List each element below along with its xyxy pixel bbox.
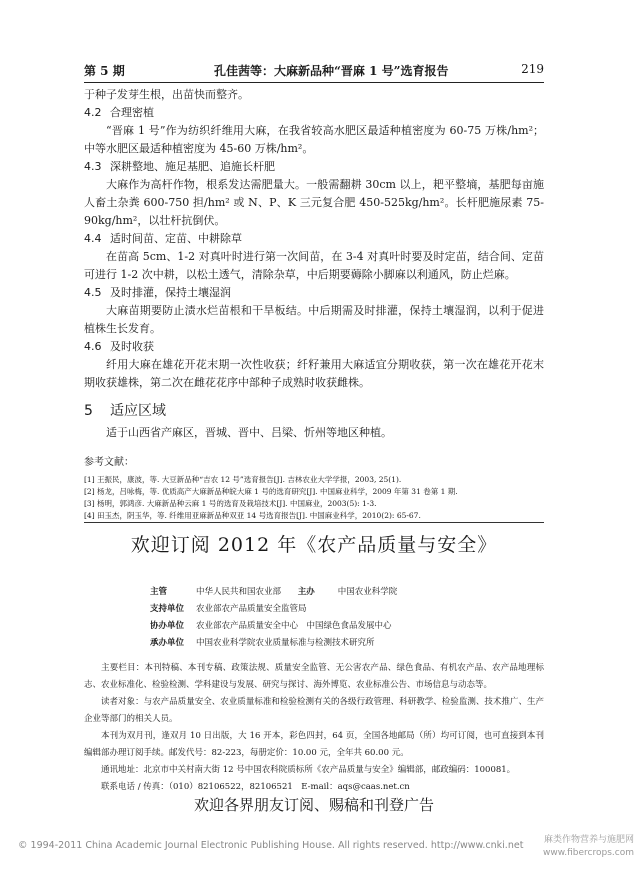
watermark-url: www.fibercrops.com [543, 848, 634, 858]
section-title: 适时间苗、定苗、中耕除草 [110, 232, 242, 245]
section-paragraph-4-3: 大麻作为高杆作物，根系发达需肥量大。一般需翻耕 30cm 以上，耙平整墒，基肥每亩施人畜土杂粪 600-750 担/hm² 或 N、P、K 三元复合肥 450-525kg/hm²。长杆肥施尿素 75-90kg/hm²，以壮杆抗倒伏。 [84, 178, 544, 227]
section-number: 4.6 [84, 340, 102, 353]
advert-divider [84, 522, 544, 523]
section-heading-4-6 [84, 338, 544, 356]
reference-item: [1] 王振民，康波，等. 大豆新品种“吉农 12 号”选育报告[J]. 吉林农业大学学报，2003, 25(1). [84, 475, 402, 484]
section-number: 4.5 [84, 286, 102, 299]
columns-paragraph: 主要栏目：本刊特稿、本刊专稿、政策法规、质量安全监管、无公害农产品、绿色食品、有机农产品、农产品地理标志、农业标准化、检验检测、学科建设与发展、研究与探讨、海外博览、农业标准公告、市场信息与动态等。 [84, 663, 544, 690]
section-number: 5 [84, 403, 93, 419]
contact-paragraph: 联系电话 / 传真：（010）82106522，82106521 E-mail：aqs@caas.net.cn [101, 782, 410, 792]
section-heading-4-5 [84, 284, 544, 302]
xieban-value: 农业部农产品质量安全中心 中国绿色食品发展中心 [196, 621, 392, 631]
reference-item: [2] 杨龙，吕咏梅，等. 优质高产大麻新品种皖大麻 1 号的选育研究[J]. 中国麻业科学，2009 年第 31 卷第 1 期. [84, 487, 458, 496]
section-paragraph-4-6: 纤用大麻在雄花开花末期一次性收获；纤籽兼用大麻适宜分期收获，第一次在雄花开花末期收获雄株，第二次在雌花花序中部种子成熟时收获雌株。 [84, 358, 544, 389]
advert-title: 欢迎订阅 2012 年《农产品质量与安全》 [130, 534, 498, 556]
coorganizer-row [150, 618, 530, 635]
zhuguan-label: 主管 [150, 587, 168, 597]
readers-paragraph: 读者对象：与农产品质量安全、农业质量标准和检验检测有关的各级行政管理、科研教学、检验监测、技术推广、生产企业等部门的相关人员。 [84, 697, 544, 724]
chengban-value: 中国农业科学院农业质量标准与检测技术研究所 [196, 638, 375, 648]
section-number: 4.4 [84, 232, 102, 245]
section-title: 深耕整地、施足基肥、追施长杆肥 [110, 160, 275, 173]
section-paragraph-5: 适于山西省产麻区，晋城、晋中、吕梁、忻州等地区种植。 [106, 426, 392, 439]
reference-item: [3] 杨明，郭鸿彦. 大麻新品种云麻 1 号的选育及栽培技术[J]. 中国麻业，2003(5): 1-3. [84, 499, 377, 508]
section-number: 4.2 [84, 106, 102, 119]
section-paragraph-4-5: 大麻苗期要防止渍水烂苗根和干旱板结。中后期需及时排灌，保持土壤湿润，以利于促进植株生长发育。 [84, 304, 544, 335]
header-rule [84, 82, 544, 83]
section-title: 适应区域 [110, 403, 166, 419]
reference-item: [4] 田玉杰，阴玉华，等. 纤维用亚麻新品种双亚 14 号选育报告[J]. 中国麻业科学，2010(2): 65-67. [84, 511, 421, 520]
issue-number: 第 5 期 [84, 64, 125, 78]
undertaker-row [150, 635, 530, 652]
watermark-name: 麻类作物营养与施肥网 [543, 835, 634, 845]
zhuban-label: 主办 [297, 587, 315, 597]
zhichi-value: 农业部农产品质量安全监管局 [196, 604, 307, 614]
references-title: 参考文献： [84, 457, 134, 468]
sponsor-row [150, 584, 530, 601]
advert-banner: 欢迎各界朋友订阅、赐稿和刊登广告 [193, 796, 434, 814]
zhichi-label: 支持单位 [150, 604, 185, 614]
xieban-label: 协办单位 [150, 621, 185, 631]
chengban-label: 承办单位 [150, 638, 185, 648]
section-title: 及时收获 [110, 340, 154, 353]
section-paragraph-4-2: “晋麻 1 号”作为纺织纤维用大麻，在我省较高水肥区最适种植密度为 60-75 万株/hm²；中等水肥区最适种植密度为 45-60 万株/hm²。 [84, 124, 544, 155]
support-row [150, 601, 530, 618]
intro-line: 于种子发芽生根，出苗快而整齐。 [84, 88, 249, 101]
section-title: 合理密植 [110, 106, 154, 119]
section-heading-4-3 [84, 158, 544, 176]
section-paragraph-4-4: 在苗高 5cm、1-2 对真叶时进行第一次间苗，在 3-4 对真叶时要及时定苗，结合间、定苗可进行 1-2 次中耕，以松土透气，清除杂草，中后期要薅除小脚麻以利通风，防止烂麻。 [84, 250, 544, 281]
copyright-line [18, 840, 524, 851]
advert-publisher-info [150, 584, 530, 652]
section-heading-4-2 [84, 104, 544, 122]
running-title: 孔佳茜等：大麻新品种“晋麻 1 号”选育报告 [214, 64, 449, 78]
site-watermark [464, 834, 634, 860]
article-body [84, 86, 544, 522]
cnki-link[interactable]: http://www.cnki.net [430, 840, 524, 851]
section-heading-4-4 [84, 230, 544, 248]
zhuban-value: 中国农业科学院 [337, 587, 398, 597]
section-number: 4.3 [84, 160, 102, 173]
address-paragraph: 通讯地址：北京市中关村南大街 12 号中国农科院质标所《农产品质量与安全》编辑部，邮政编码：100081。 [101, 765, 516, 775]
section-title: 及时排灌，保持土壤湿润 [110, 286, 231, 299]
section-heading-5 [84, 402, 544, 420]
page-number: 219 [521, 62, 544, 76]
copyright-text: © 1994-2011 China Academic Journal Electronic Publishing House. All rights reserved. [18, 840, 428, 851]
zhuguan-value: 中华人民共和国农业部 [196, 587, 282, 597]
page-header [84, 62, 544, 80]
subscription-notice [84, 660, 544, 796]
publication-paragraph: 本刊为双月刊，逢双月 10 日出版，大 16 开本，彩色四封，64 页，全国各地邮局（所）均可订阅，也可直接到本刊编辑部办理订阅手续。邮发代号：82-223，每册定价：10.00 元，全年共 60.00 元。 [84, 731, 544, 758]
